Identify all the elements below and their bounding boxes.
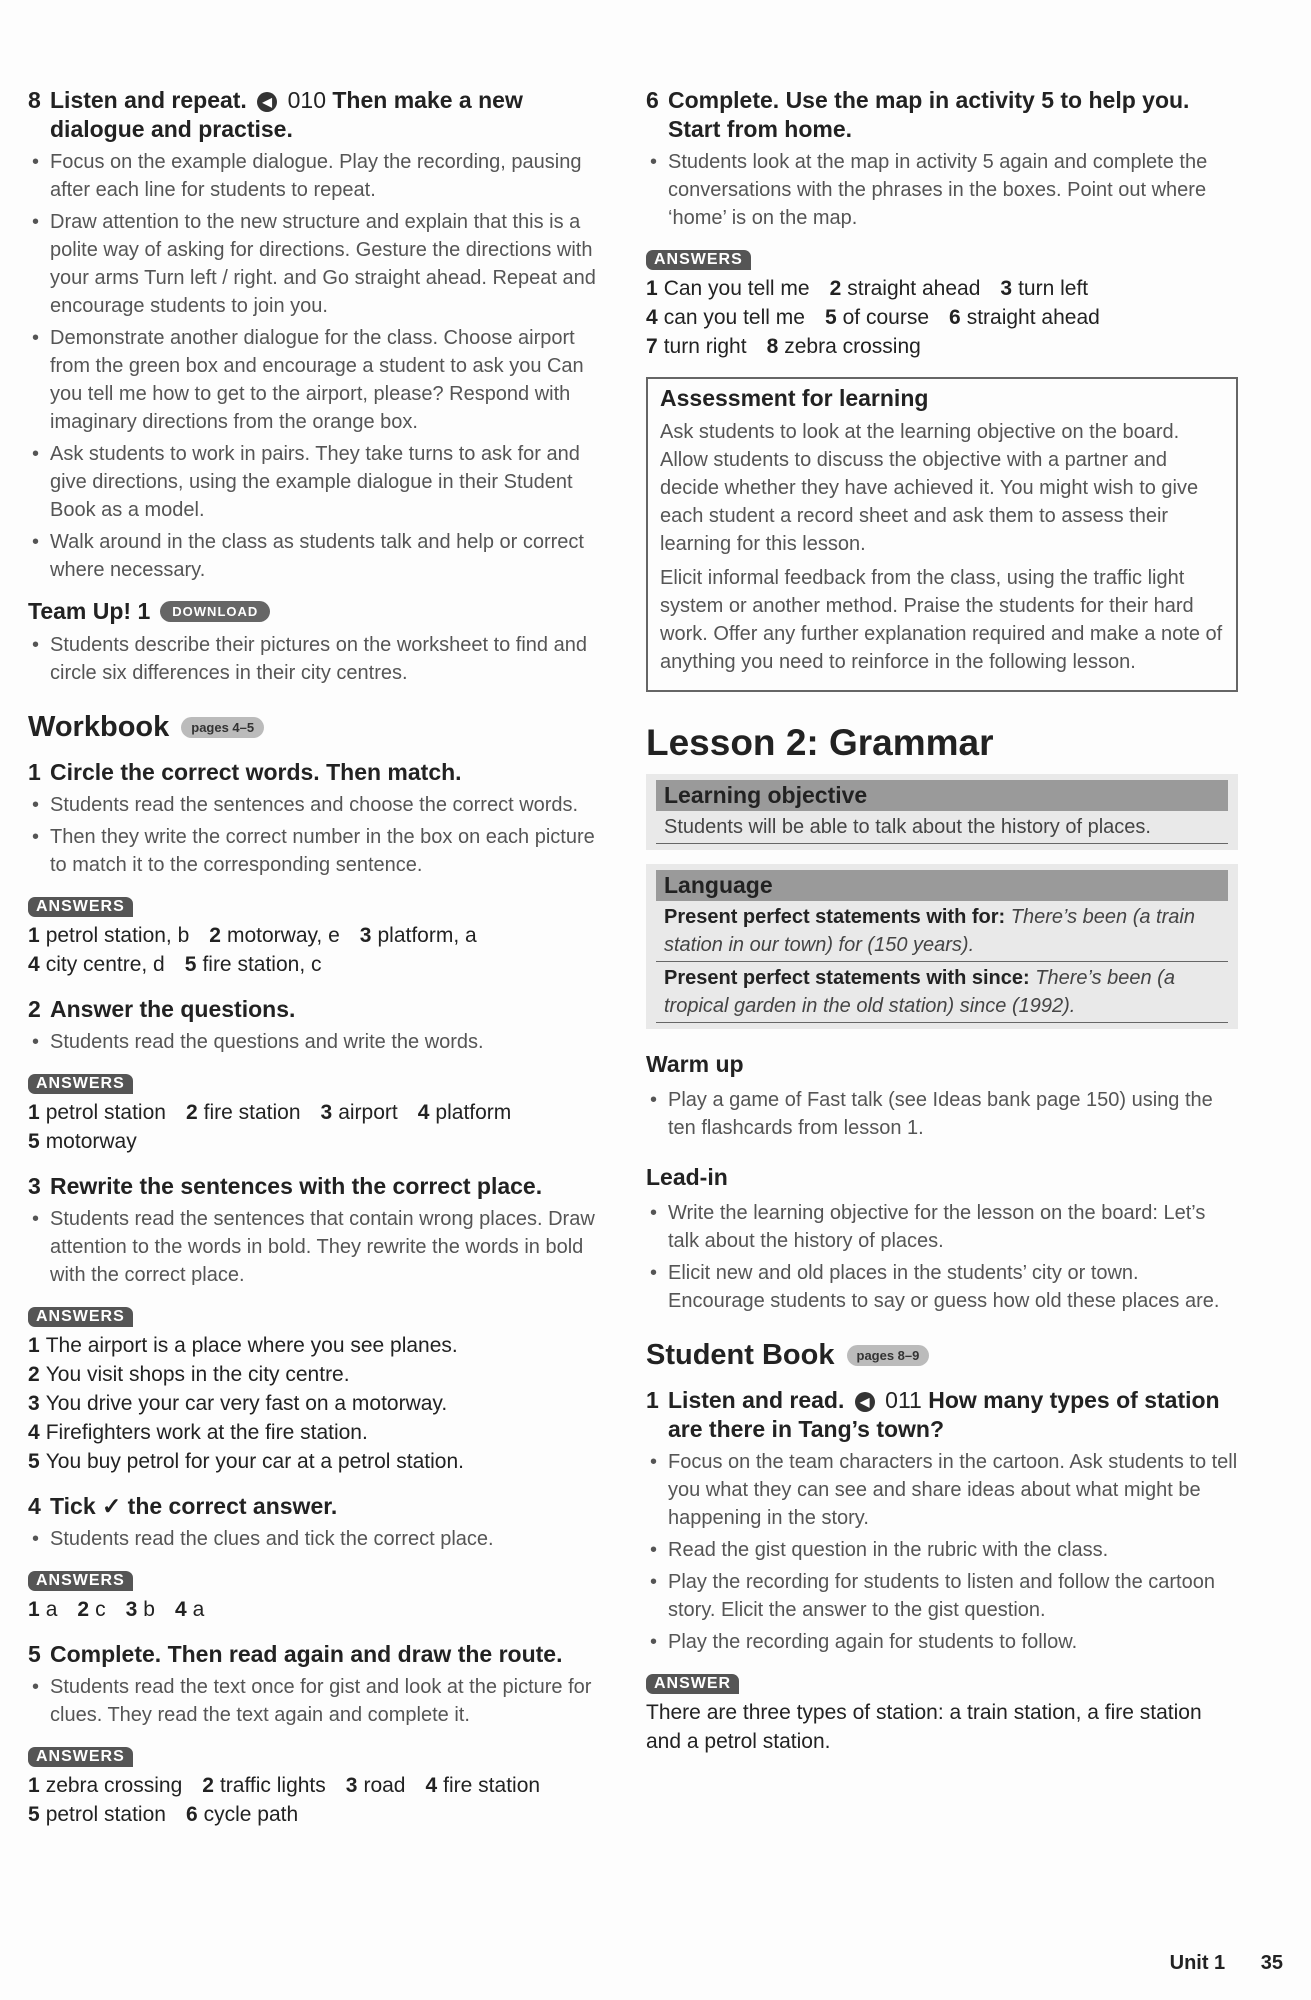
answer-value: fire station	[443, 1774, 541, 1797]
answer-row	[28, 1800, 600, 1829]
language-example: There’s been (a tropical garden in the old station) since (1992).	[664, 967, 1175, 1017]
answer-row	[646, 274, 1238, 303]
track-number: 011	[885, 1387, 922, 1413]
bullet: • Write the learning objective for the lesson on the board: Let’s talk about the history of places.	[646, 1199, 1238, 1255]
page-footer	[1140, 1952, 1283, 1975]
learning-objective-text: Students will be able to talk about the history of places.	[656, 811, 1228, 844]
lead-in-title: Lead-in	[646, 1164, 728, 1190]
answers	[28, 1098, 600, 1156]
answer-row	[28, 1127, 600, 1156]
answer-value: You visit shops in the city centre.	[45, 1363, 350, 1386]
bullet: • Then they write the correct number in the box on each picture to match it to the corresponding sentence.	[28, 823, 600, 879]
answer-row	[646, 332, 1238, 361]
title-part-a: Listen and read.	[668, 1387, 845, 1413]
workbook-title: Workbook	[28, 711, 170, 743]
activity-bullets	[28, 791, 600, 879]
activity-title: Tick ✓ the correct answer.	[50, 1493, 338, 1519]
answer-value: b	[143, 1598, 155, 1621]
bullet: • Students read the clues and tick the correct place.	[28, 1525, 600, 1553]
answer-number: 2	[28, 1363, 40, 1386]
answer-number: 2	[209, 924, 221, 947]
activity-heading	[28, 995, 600, 1024]
language-box	[646, 864, 1238, 1029]
team-up-heading	[28, 598, 600, 625]
answers	[28, 1595, 600, 1624]
bullet: • Play the recording again for students to follow.	[646, 1628, 1238, 1656]
bullet: • Focus on the example dialogue. Play the recording, pausing after each line for students to repeat.	[28, 148, 600, 204]
answer-number: 6	[949, 306, 961, 329]
answer-row	[28, 1418, 600, 1447]
warm-up-title: Warm up	[646, 1051, 744, 1077]
answer-text: There are three types of station: a train station, a fire station and a petrol station.	[646, 1701, 1202, 1753]
left-column	[28, 86, 600, 1845]
team-up-title: Team Up! 1	[28, 598, 151, 624]
workbook-activity	[28, 1492, 600, 1624]
answer-row	[28, 1595, 600, 1624]
activity-number: 5	[28, 1641, 41, 1667]
answer-number: 2	[185, 1101, 198, 1124]
activity-6-bullets	[646, 148, 1238, 232]
answer-number: 5	[28, 1130, 40, 1153]
language-item	[656, 901, 1228, 962]
activity-6-answers	[646, 274, 1238, 361]
answer-value: cycle path	[203, 1803, 299, 1826]
activity-number: 3	[28, 1173, 41, 1199]
activity-title: Rewrite the sentences with the correct place.	[50, 1173, 543, 1199]
workbook-activities	[28, 758, 600, 1829]
answer-number: 3	[125, 1598, 138, 1621]
lesson-title: Lesson 2: Grammar	[646, 722, 994, 763]
title-part-b: Then make a new dialogue and practise.	[50, 87, 523, 142]
answer-value: petrol station	[45, 1101, 166, 1124]
bullet: • Demonstrate another dialogue for the class. Choose airport from the green box and encourage a student to ask you Can you tell me how to get to the airport, please? Respond with imaginary directions from the orange box.	[28, 324, 600, 436]
answer-value: zebra crossing	[45, 1774, 183, 1797]
answer-value: petrol station	[45, 1803, 166, 1826]
learning-objective-label: Learning objective	[656, 780, 1228, 811]
language-label: Language	[656, 870, 1228, 901]
download-badge[interactable]: DOWNLOAD	[160, 601, 270, 622]
answer-value: road	[363, 1774, 406, 1797]
answer-number: 3	[1000, 277, 1013, 300]
track-number: 010	[287, 87, 326, 113]
activity-title: Circle the correct words. Then match.	[50, 759, 462, 785]
language-example: There’s been (a train station in our town) for (150 years).	[664, 906, 1195, 956]
page-number: 35	[1260, 1952, 1283, 1974]
answers-tag: ANSWERS	[28, 897, 133, 917]
bullet: • Students read the text once for gist and look at the picture for clues. They read the text again and complete it.	[28, 1673, 600, 1729]
answer-value: You buy petrol for your car at a petrol station.	[45, 1450, 464, 1473]
bullet: • Play a game of Fast talk (see Ideas bank page 150) using the ten flashcards from lesson 1.	[646, 1086, 1238, 1142]
bullet: • Elicit new and old places in the students’ city or town. Encourage students to say or guess how old these places are.	[646, 1259, 1238, 1315]
answer-value: straight ahead	[966, 306, 1100, 329]
answer-value: platform	[435, 1101, 512, 1124]
answer-number: 1	[28, 1334, 40, 1357]
audio-icon: ◀	[257, 92, 277, 112]
answer-row	[28, 921, 600, 950]
answer-value: airport	[338, 1101, 398, 1124]
answer-value: a	[45, 1598, 58, 1621]
bullet: • Students read the sentences that contain wrong places. Draw attention to the words in bold. They rewrite the words in bold with the correct place.	[28, 1205, 600, 1289]
unit-label: Unit 1	[1169, 1952, 1226, 1974]
answers-tag: ANSWERS	[28, 1571, 133, 1591]
activity-title: Complete. Then read again and draw the route.	[50, 1641, 563, 1667]
answer-row	[28, 1098, 600, 1127]
activity-8-heading	[28, 86, 600, 144]
answer-value: Can you tell me	[663, 277, 810, 300]
activity-heading	[28, 1492, 600, 1521]
answer-value: motorway	[45, 1130, 137, 1153]
activity-title: Complete. Use the map in activity 5 to help you. Start from home.	[668, 87, 1190, 142]
activity-8-bullets	[28, 148, 600, 584]
answer-value: of course	[842, 306, 930, 329]
right-column	[646, 86, 1238, 1756]
activity-number: 2	[28, 996, 41, 1022]
answer-number: 1	[28, 1101, 40, 1124]
answer-value: a	[192, 1598, 205, 1621]
answer-row	[28, 1360, 600, 1389]
answer-value: zebra crossing	[784, 335, 921, 358]
answers-tag: ANSWERS	[28, 1074, 133, 1094]
answer-number: 2	[202, 1774, 214, 1797]
activity-heading	[28, 1640, 600, 1669]
answer-value: can you tell me	[663, 306, 805, 329]
language-structure: Present perfect statements with since:	[664, 967, 1030, 989]
answer-number: 7	[646, 335, 658, 358]
answer-tag: ANSWER	[646, 1674, 739, 1694]
activity-bullets	[28, 1028, 600, 1056]
workbook-activity	[28, 995, 600, 1156]
bullet: • Students describe their pictures on the worksheet to find and circle six differences in their city centres.	[28, 631, 600, 687]
answers	[28, 1331, 600, 1476]
bullet: • Play the recording for students to listen and follow the cartoon story. Elicit the answer to the gist question.	[646, 1568, 1238, 1624]
answer-value: fire station, c	[202, 953, 322, 976]
activity-title: Answer the questions.	[50, 996, 296, 1022]
answer-number: 3	[345, 1774, 358, 1797]
answer-value: You drive your car very fast on a motorway.	[45, 1392, 448, 1415]
title-part-a: Listen and repeat.	[50, 87, 247, 113]
warm-up-bullets	[646, 1086, 1238, 1142]
activity-title	[50, 86, 600, 144]
team-up-bullets	[28, 631, 600, 687]
answer-number: 5	[28, 1450, 40, 1473]
activity-number: 6	[646, 87, 659, 113]
answer-value: Firefighters work at the fire station.	[45, 1421, 368, 1444]
answers-tag: ANSWERS	[646, 250, 751, 270]
lead-in-bullets	[646, 1199, 1238, 1315]
bullet: • Focus on the team characters in the cartoon. Ask students to tell you what they can see and share ideas about what might be happening in the story.	[646, 1448, 1238, 1532]
bullet: • Read the gist question in the rubric with the class.	[646, 1536, 1238, 1564]
activity-6-heading	[646, 86, 1238, 144]
answer-value: turn right	[663, 335, 747, 358]
answer-number: 3	[359, 924, 372, 947]
answers-tag: ANSWERS	[28, 1307, 133, 1327]
answer-row	[646, 303, 1238, 332]
answer-value: turn left	[1018, 277, 1089, 300]
answer-number: 1	[28, 1598, 40, 1621]
bullet: • Walk around in the class as students talk and help or correct where necessary.	[28, 528, 600, 584]
activity-heading	[28, 758, 600, 787]
activity-heading	[28, 1172, 600, 1201]
assessment-paragraph: Ask students to look at the learning objective on the board. Allow students to discuss the objective with a partner and decide whether they have achieved it. You might wish to give each student a record sheet and ask them to assess their learning for this lesson.	[660, 421, 1199, 555]
answer-row	[28, 950, 600, 979]
bullet: • Students look at the map in activity 5 again and complete the conversations with the phrases in the boxes. Point out where ‘home’ is on the map.	[646, 148, 1238, 232]
answer-row	[28, 1447, 600, 1476]
answer-value: petrol station, b	[45, 924, 190, 947]
answers	[28, 1771, 600, 1829]
learning-objective-box	[646, 774, 1238, 850]
answer-value: platform, a	[377, 924, 477, 947]
answer-number: 4	[417, 1101, 430, 1124]
title-part-b: How many types of station are there in Tang’s town?	[668, 1387, 1220, 1442]
answer-number: 3	[28, 1392, 40, 1415]
answer-value: motorway, e	[226, 924, 340, 947]
workbook-heading	[28, 711, 600, 744]
workbook-activity	[28, 1172, 600, 1476]
answer-row	[28, 1771, 600, 1800]
language-item	[656, 962, 1228, 1023]
answer-number: 5	[824, 306, 837, 329]
answer-number: 8	[766, 335, 779, 358]
answer-value: The airport is a place where you see planes.	[45, 1334, 458, 1357]
workbook-activity	[28, 758, 600, 979]
student-book-title: Student Book	[646, 1339, 835, 1371]
student-book-heading	[646, 1339, 1238, 1372]
activity-number: 8	[28, 87, 41, 113]
answer-number: 2	[829, 277, 842, 300]
activity-bullets	[28, 1673, 600, 1729]
sb-activity-1-heading	[646, 1386, 1238, 1444]
answer-number: 4	[28, 953, 40, 976]
answer-number: 1	[28, 924, 40, 947]
answer-number: 5	[28, 1803, 40, 1826]
answer-value: traffic lights	[219, 1774, 326, 1797]
answer-number: 4	[174, 1598, 187, 1621]
answer-number: 4	[425, 1774, 438, 1797]
answer-value: fire station	[203, 1101, 301, 1124]
answers	[28, 921, 600, 979]
assessment-title: Assessment for learning	[660, 385, 929, 411]
sb-activity-1-bullets	[646, 1448, 1238, 1656]
activity-number: 1	[646, 1387, 659, 1413]
workbook-activity	[28, 1640, 600, 1829]
bullet: • Ask students to work in pairs. They take turns to ask for and give directions, using the example dialogue in their Student Book as a model.	[28, 440, 600, 524]
answer-number: 5	[184, 953, 197, 976]
pages-badge: pages 8–9	[847, 1345, 930, 1366]
answer-value: city centre, d	[45, 953, 165, 976]
answer-number: 6	[185, 1803, 198, 1826]
audio-icon: ◀	[855, 1392, 875, 1412]
activity-title	[668, 1386, 1238, 1444]
activity-bullets	[28, 1205, 600, 1289]
answer-number: 4	[646, 306, 658, 329]
activity-number: 1	[28, 759, 41, 785]
bullet: • Students read the sentences and choose the correct words.	[28, 791, 600, 819]
answer-value: c	[95, 1598, 106, 1621]
answer-row	[28, 1389, 600, 1418]
assessment-box	[646, 377, 1238, 692]
answer-number: 2	[77, 1598, 90, 1621]
language-structure: Present perfect statements with for:	[664, 906, 1006, 928]
answer-row	[28, 1331, 600, 1360]
activity-number: 4	[28, 1493, 41, 1519]
activity-bullets	[28, 1525, 600, 1553]
bullet: • Draw attention to the new structure and explain that this is a polite way of asking for directions. Gesture the directions with your arms Turn left / right. and Go straight ahead. Repeat and encourage students to join you.	[28, 208, 600, 320]
answer-number: 4	[28, 1421, 40, 1444]
assessment-paragraph: Elicit informal feedback from the class, using the traffic light system or another method. Praise the students for their hard work. Offer any further explanation required and make a note of anything you need to reinforce in the following lesson.	[660, 567, 1223, 673]
bullet: • Students read the questions and write the words.	[28, 1028, 600, 1056]
answer-value: straight ahead	[847, 277, 981, 300]
answer-number: 1	[646, 277, 658, 300]
answer-number: 3	[320, 1101, 333, 1124]
answer-number: 1	[28, 1774, 40, 1797]
answers-tag: ANSWERS	[28, 1747, 133, 1767]
pages-badge: pages 4–5	[181, 717, 264, 738]
